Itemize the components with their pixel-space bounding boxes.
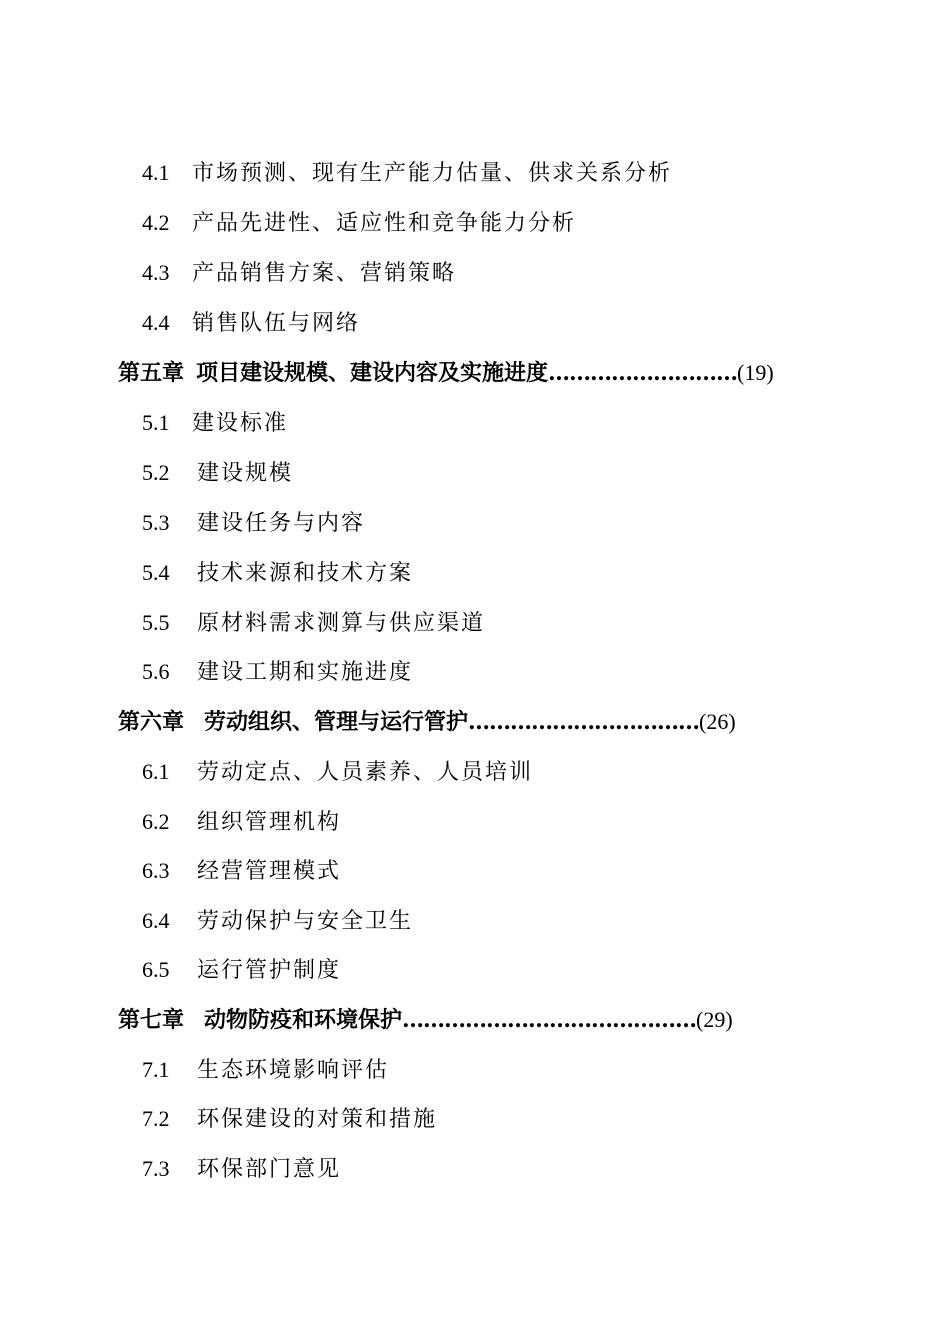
chapter-title: 劳动组织、管理与运行管护 <box>204 709 469 735</box>
section-title: 建设任务与内容 <box>197 511 366 536</box>
section-number: 4.4 <box>142 310 170 335</box>
toc-chapter-7 <box>118 1005 733 1035</box>
section-title: 建设标准 <box>192 411 289 436</box>
section-title: 建设规模 <box>197 461 294 486</box>
section-title: 建设工期和实施进度 <box>197 660 414 685</box>
section-number: 7.1 <box>142 1057 170 1082</box>
section-title: 运行管护制度 <box>197 958 342 983</box>
section-number: 5.1 <box>142 410 170 435</box>
section-title: 技术来源和技术方案 <box>197 561 414 586</box>
section-number: 6.1 <box>142 759 170 784</box>
toc-entry-5-5 <box>142 608 485 638</box>
section-number: 4.1 <box>142 160 170 185</box>
toc-entry-4-2 <box>142 208 576 238</box>
chapter-title: 动物防疫和环境保护 <box>204 1007 403 1033</box>
toc-entry-4-4 <box>142 308 360 338</box>
section-title: 组织管理机构 <box>197 810 342 835</box>
section-number: 5.3 <box>142 510 170 535</box>
chapter-label: 第六章 <box>118 709 185 735</box>
section-number: 6.2 <box>142 809 170 834</box>
toc-entry-6-3 <box>142 856 341 886</box>
page-number: (29) <box>696 1007 733 1032</box>
toc-entry-4-3 <box>142 258 456 288</box>
dot-leader: …………………………………… <box>402 1007 697 1033</box>
toc-entry-5-4 <box>142 558 413 588</box>
section-number: 6.3 <box>142 858 170 883</box>
chapter-label: 第七章 <box>118 1007 185 1033</box>
toc-entry-4-1 <box>142 158 672 188</box>
page-number: (26) <box>699 709 736 734</box>
section-number: 7.2 <box>142 1106 170 1131</box>
toc-chapter-6 <box>118 707 736 737</box>
section-title: 经营管理模式 <box>197 859 342 884</box>
section-title: 市场预测、现有生产能力估量、供求关系分析 <box>192 161 673 186</box>
toc-chapter-5 <box>118 358 774 388</box>
section-title: 环保部门意见 <box>197 1157 342 1182</box>
dot-leader: …………………………… <box>468 709 700 735</box>
section-number: 5.2 <box>142 460 170 485</box>
section-title: 劳动保护与安全卫生 <box>197 909 414 934</box>
section-number: 6.5 <box>142 957 170 982</box>
toc-entry-7-2 <box>142 1104 437 1134</box>
chapter-label: 第五章 <box>118 360 185 386</box>
section-number: 4.3 <box>142 260 170 285</box>
toc-entry-5-3 <box>142 508 365 538</box>
toc-entry-5-6 <box>142 657 413 687</box>
section-number: 5.6 <box>142 659 170 684</box>
section-title: 销售队伍与网络 <box>192 311 361 336</box>
section-title: 劳动定点、人员素养、人员培训 <box>197 760 534 785</box>
toc-entry-6-2 <box>142 807 341 837</box>
chapter-title: 项目建设规模、建设内容及实施进度 <box>196 360 549 386</box>
toc-entry-6-5 <box>142 955 341 985</box>
toc-entry-7-3 <box>142 1154 341 1184</box>
section-number: 5.5 <box>142 610 170 635</box>
toc-entry-6-4 <box>142 906 413 936</box>
page-number: (19) <box>737 360 774 385</box>
section-title: 产品先进性、适应性和竞争能力分析 <box>192 211 577 236</box>
toc-entry-5-1 <box>142 408 288 438</box>
toc-entry-6-1 <box>142 757 533 787</box>
section-title: 原材料需求测算与供应渠道 <box>197 611 486 636</box>
section-title: 产品销售方案、营销策略 <box>192 261 457 286</box>
section-number: 6.4 <box>142 908 170 933</box>
toc-entry-7-1 <box>142 1055 389 1085</box>
section-title: 生态环境影响评估 <box>197 1058 390 1083</box>
dot-leader: ……………………… <box>548 360 738 386</box>
section-title: 环保建设的对策和措施 <box>197 1107 438 1132</box>
section-number: 4.2 <box>142 210 170 235</box>
toc-entry-5-2 <box>142 458 293 488</box>
section-number: 7.3 <box>142 1156 170 1181</box>
section-number: 5.4 <box>142 560 170 585</box>
